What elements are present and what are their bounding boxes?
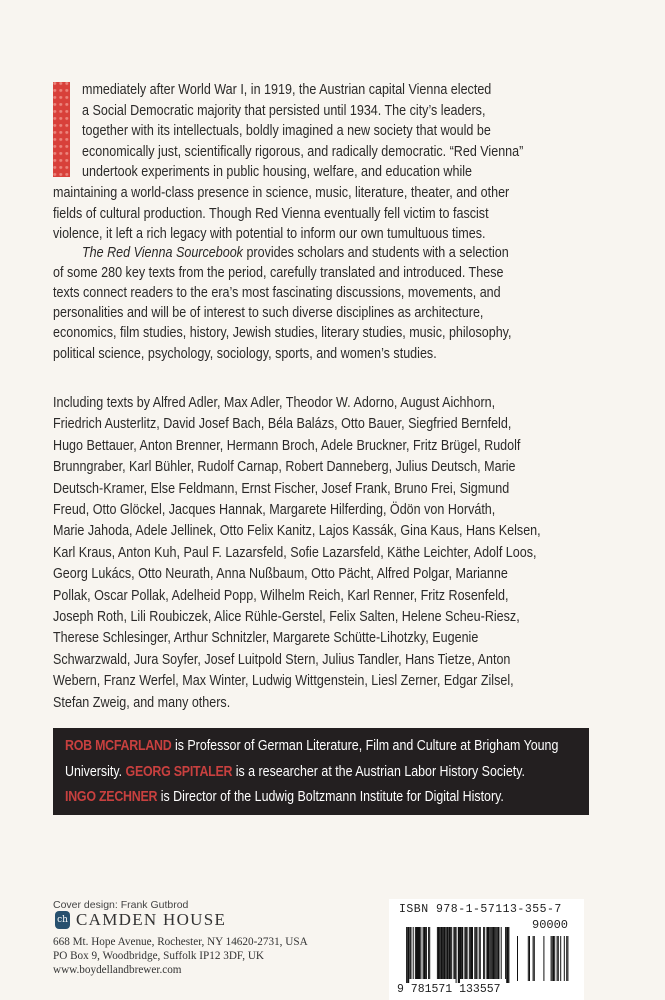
barcode-bar [446,927,447,979]
barcode-bar [467,927,468,979]
author-name: GEORG SPITALER [125,764,233,780]
barcode-bar [437,927,438,979]
barcode-digits: 9 781571 133557 [397,983,501,996]
author-bio: is Professor of German Literature, Film and Culture at Brigham Young [171,738,559,754]
barcode-bar [505,927,506,979]
barcode-bar [496,927,497,979]
barcode-bar [508,927,509,983]
text-line: Karl Kraus, Anton Kuh, Paul F. Lazarsfeld, Sofie Lazarsfeld, Käthe Leichter, Adolf Loos, [53,544,537,561]
text-line: fields of cultural production. Though Red Vienna eventually fell victim to fascist [53,205,489,222]
barcode-bar [490,927,491,979]
sourcebook-text: provides scholars and students with a selection [242,245,509,261]
publisher-website: www.boydellandbrewer.com [53,964,182,976]
text-line: mmediately after World War I, in 1919, the Austrian capital Vienna elected [82,82,492,98]
addon-bar [517,936,518,981]
barcode-bar [425,927,426,979]
barcode-bar [466,927,467,979]
barcode-bar [426,927,427,979]
author-name: ROB MCFARLAND [65,738,172,754]
publisher-address: 668 Mt. Hope Avenue, Rochester, NY 14620-2731, USA [53,936,308,948]
publisher-name: CAMDEN HOUSE [76,910,227,929]
barcode-bar [460,927,461,979]
barcode-bar [441,927,442,979]
barcode-bar [415,927,416,979]
text-line: a Social Democratic majority that persisted until 1934. The city’s leaders, [82,102,486,119]
barcode-bar [494,927,495,979]
barcode-bar [439,927,440,979]
addon-bar [534,936,535,981]
text-line: Therese Schlesinger, Arthur Schnitzler, Margarete Schütte-Lihotzky, Eugenie [53,630,479,647]
barcode-bar [429,927,430,979]
text-line: of some 280 key texts from the period, carefully translated and introduced. These [53,265,504,282]
text-line: Georg Lukács, Otto Neurath, Anna Nußbaum, Otto Pächt, Alfred Polgar, Marianne [53,566,508,583]
barcode-bar [501,927,502,979]
text-line: texts connect readers to the era’s most fascinating discussions, movements, and [53,285,501,302]
author-bio: is Director of the Ludwig Boltzmann Institute for Digital History. [157,789,504,805]
text-line: violence, it left a rich legacy with potential to inform our own tumultuous times. [53,226,486,243]
addon-bar [560,936,561,981]
barcode-bar [406,927,407,983]
barcode-bar [470,927,471,979]
addon-bar [554,936,555,981]
barcode-bar [438,927,439,979]
text-line: Freud, Otto Glöckel, Jacques Hannak, Margarete Hilferding, Ödön von Horváth, [53,502,496,518]
barcode-bar [407,927,409,983]
barcode-bar [507,927,508,983]
cover-design-credit: Cover design: Frank Gutbrod [53,899,189,911]
barcode-bar [484,927,485,979]
addon-bar [552,936,553,981]
barcode-bar [462,927,463,979]
barcode-bar [480,927,481,979]
barcode-bar [479,927,480,979]
addon-bar [564,936,565,981]
barcode-bar [453,927,454,979]
text-line: Pollak, Oscar Pollak, Adelheid Popp, Wilhelm Reich, Karl Renner, Fritz Rosenfeld, [53,587,509,604]
barcode-bar [475,927,476,979]
addon-bar [553,936,554,981]
barcode-bar [450,927,451,979]
camden-house-logo-icon: ch [55,911,70,929]
barcode-bar [477,927,478,979]
barcode-bar [474,927,475,979]
barcode-bar [499,927,500,979]
author-bio: is a researcher at the Austrian Labor History Society. [232,764,525,780]
addon-bar [558,936,559,981]
text-line: political science, psychology, sociology, sports, and women’s studies. [53,345,437,362]
barcode-bar [423,927,424,979]
addon-bar [557,936,558,981]
text-line: Friedrich Austerlitz, David Josef Bach, Béla Balázs, Otto Bauer, Siegfried Bernfeld, [53,416,512,433]
barcode-bar [456,927,457,983]
barcode-bar [449,927,450,979]
barcode-bar [413,927,414,979]
barcode-bar [447,927,449,979]
barcode-bar [420,927,421,979]
price-addon-text: 90000 [532,918,569,932]
barcode-bar [488,927,490,979]
barcode-bar [418,927,420,979]
author-name: INGO ZECHNER [65,789,158,805]
text-line: Hugo Bettauer, Anton Brenner, Hermann Broch, Adele Bruckner, Fritz Brügel, Rudolf [53,437,521,454]
book-title: The Red Vienna Sourcebook [82,245,243,261]
text-line: Stefan Zweig, and many others. [53,694,231,711]
barcode-bar [444,927,446,979]
text-line: Schwarzwald, Jura Soyfer, Josef Luitpold Stern, Julius Tandler, Hans Tietze, Anton [53,651,511,668]
drop-cap [53,82,70,177]
barcode-bar [491,927,492,979]
barcode-bar [459,927,460,983]
author-bio: University. [65,764,126,780]
text-line: Brunngraber, Karl Bühler, Rudolf Carnap, Robert Danneberg, Julius Deutsch, Marie [53,459,516,476]
text-line: Including texts by Alfred Adler, Max Adler, Theodor W. Adorno, August Aichhorn, [53,395,496,411]
barcode-bar [442,927,443,979]
text-line: personalities and will be of interest to such diverse disciplines as architecture, [53,305,484,322]
addon-bar [543,936,544,981]
barcode-bar [495,927,496,979]
text-line: maintaining a world-class presence in science, music, literature, theater, and other [53,185,510,201]
sourcebook-first-line [82,244,509,262]
barcode-bar [493,927,494,979]
addon-bar [551,936,552,981]
barcode-bar [451,927,452,979]
addon-bar [566,936,567,981]
text-line: together with its intellectuals, boldly imagined a new society that would be [82,123,491,140]
barcode-box [389,899,584,1000]
text-line: economically just, scientifically rigorous, and radically democratic. “Red Vienna” [82,143,524,160]
addon-bar [533,936,534,981]
barcode-bar [492,927,493,979]
text-line: economics, film studies, history, Jewish studies, literary studies, music, philosophy, [53,325,512,342]
addon-bar [528,936,529,981]
barcode-bar [409,927,410,979]
text-line: undertook experiments in public housing, welfare, and education while [82,164,473,181]
text-line: Webern, Franz Werfel, Max Winter, Ludwig Wittgenstein, Liesl Zerner, Edgar Zilsel, [53,673,514,690]
author-bios-box [53,728,589,815]
addon-bar [567,936,568,981]
barcode-bar [464,927,465,979]
addon-bar [529,936,530,981]
barcode-bar [455,927,456,979]
barcode-bar [411,927,412,979]
text-line: Marie Jahoda, Adele Jellinek, Otto Felix Kanitz, Lajos Kassák, Gina Kaus, Hans Kelsen, [53,523,541,540]
barcode-bar [428,927,429,979]
barcode-bar [483,927,484,979]
barcode-bar [471,927,473,979]
text-line: Joseph Roth, Lili Roubiczek, Alice Rühle-Gerstel, Felix Salten, Helene Scheu-Riesz, [53,609,520,625]
barcode-bar [469,927,470,979]
text-line: Deutsch-Kramer, Else Feldmann, Ernst Fischer, Josef Frank, Bruno Frei, Sigmund [53,480,510,497]
publisher-address: PO Box 9, Woodbridge, Suffolk IP12 3DF, UK [53,950,264,962]
isbn-text: ISBN 978-1-57113-355-7 [399,903,562,916]
